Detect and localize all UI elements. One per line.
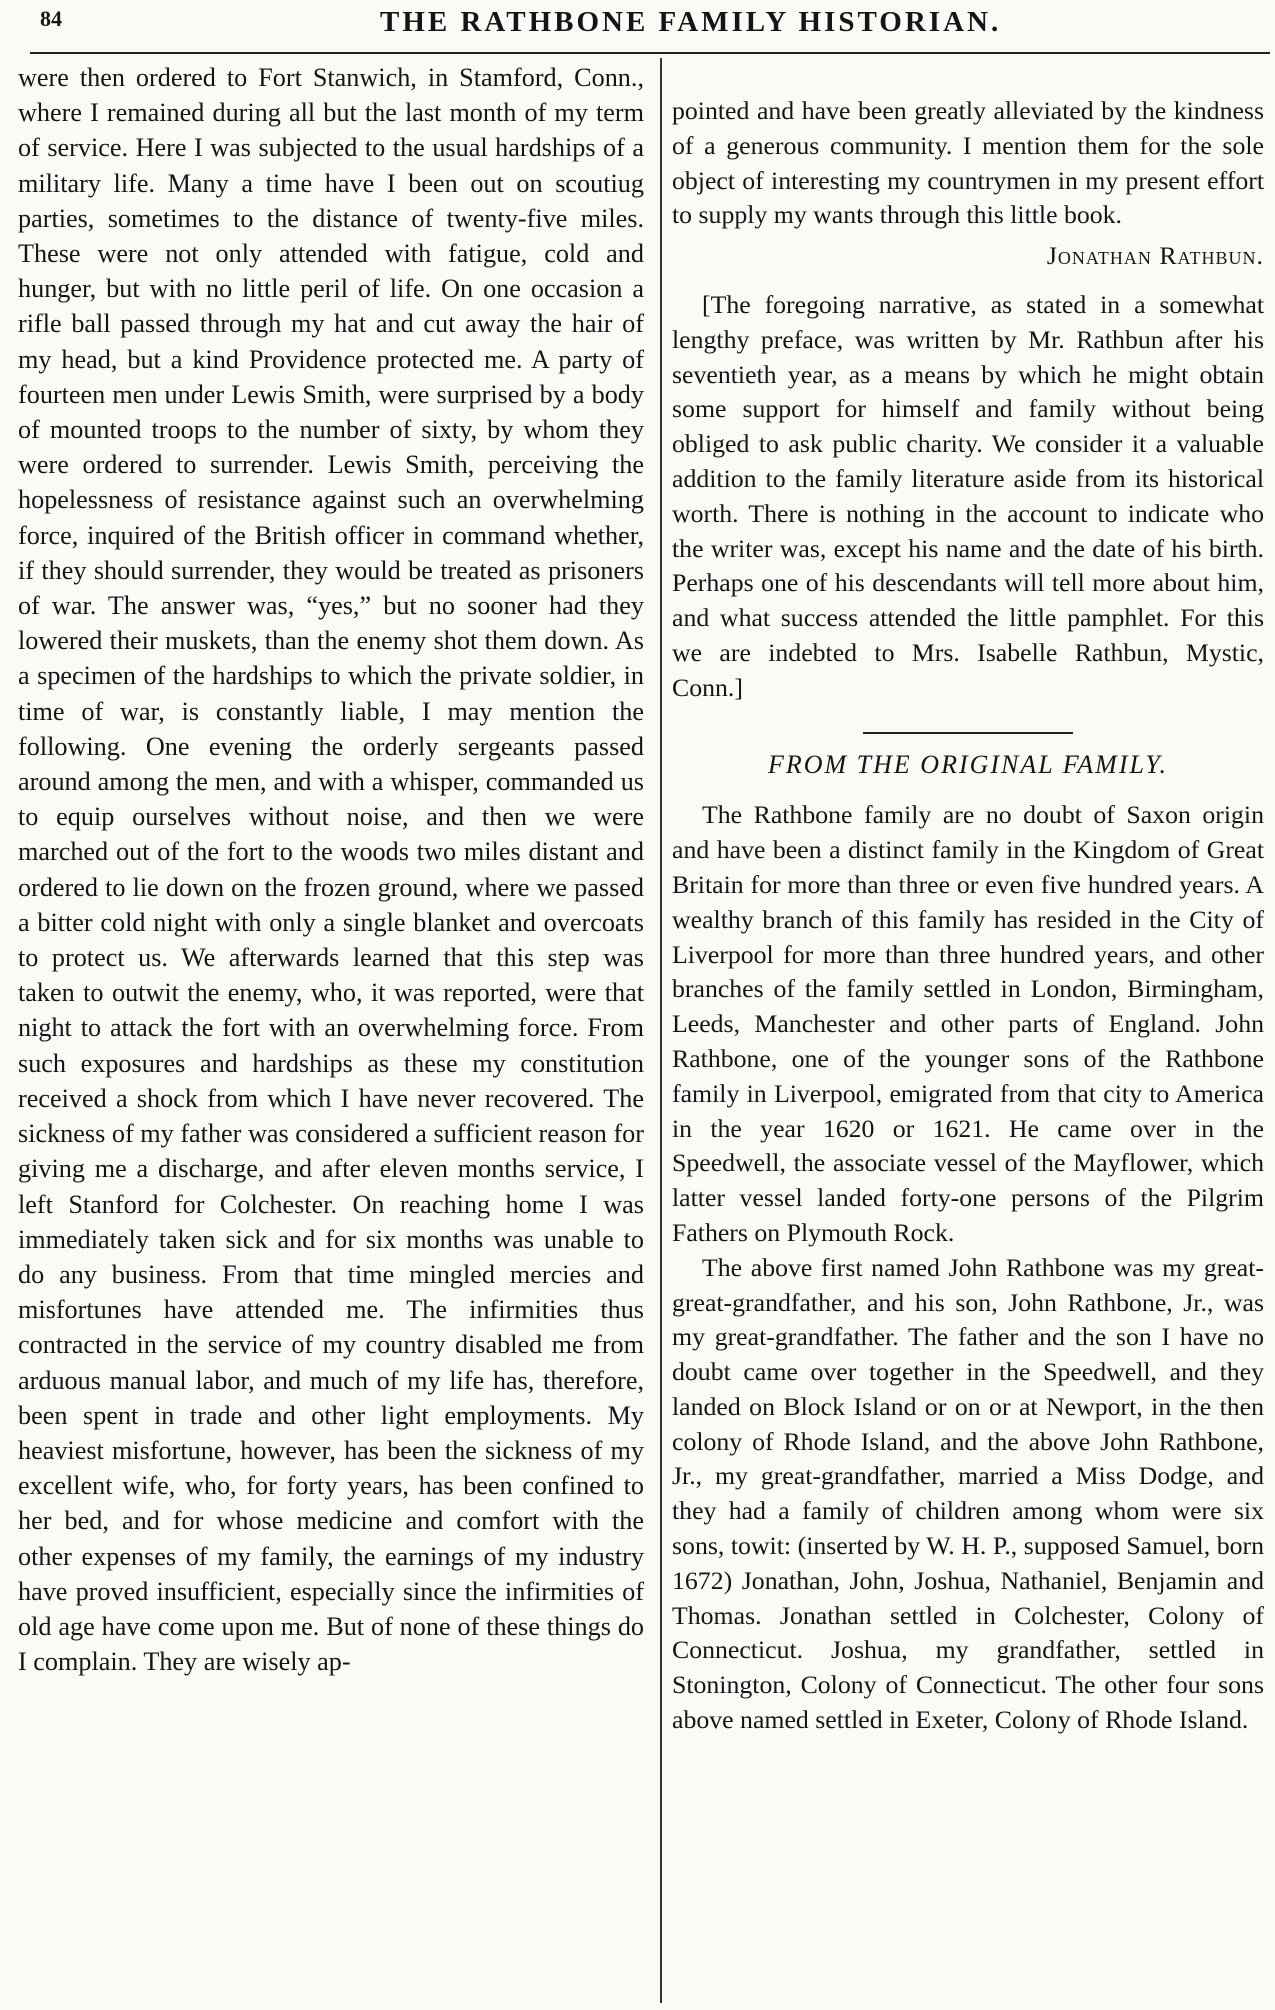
- header-rule: [30, 52, 1270, 54]
- editor-note: [The foregoing narrative, as stated in a somewhat lengthy preface, was written by Mr. Rathbun after his seventieth year, as a means by which he might obtain some support for himself and family without being obliged to ask public charity. We consider it a valuable addition to the family literature aside from its historical worth. There is nothing in the account to indicate who the writer was, except his name and the date of his birth. Perhaps one of his descendants will tell more about him, and what success attended the little pamphlet. For this we are indebted to Mrs. Isabelle Rathbun, Mystic, Conn.]: [672, 289, 1264, 702]
- page-number: 84: [40, 6, 62, 31]
- right-column: [672, 94, 1264, 1738]
- body-paragraph-1: The Rathbone family are no doubt of Saxon origin and have been a distinct family in the Kingdom of Great Britain for more than three or even five hundred years. A wealthy branch of this family has resided in the City of Liverpool for more than three hundred years, and other branches of the family settled in London, Birmingham, Leeds, Manchester and other parts of England. John Rathbone, one of the younger sons of the Rathbone family in Liverpool, emigrated from that city to America in the year 1620 or 1621. He came over in the Speedwell, the associate vessel of the Mayflower, which latter vessel landed forty-one persons of the Pilgrim Fathers on Plymouth Rock.: [672, 800, 1264, 1247]
- narrative-continuation: pointed and have been greatly alleviated by the kindness of a generous community. I mention them for the sole object of interesting my countrymen in my present effort to supply my wants through this little book.: [672, 96, 1264, 230]
- section-rule: [863, 732, 1073, 734]
- author-signature: Jonathan Rathbun.: [1046, 241, 1264, 271]
- running-title: THE RATHBONE FAMILY HISTORIAN.: [380, 6, 1002, 38]
- left-column: [18, 60, 644, 1679]
- narrative-paragraph: were then ordered to Fort Stanwich, in Stamford, Conn., where I remained during all but the last month of my term of service. Here I was subjected to the usual hardships of a military life. Many a time have I been out on scoutiug parties, sometimes to the distance of twenty-five miles. These were not only attended with fatigue, cold and hunger, but with no little peril of life. On one occasion a rifle ball passed through my hat and cut away the hair of my head, but a kind Providence protected me. A party of fourteen men under Lewis Smith, were surprised by a body of mounted troops to the number of sixty, by whom they were ordered to surrender. Lewis Smith, perceiving the hopelessness of resistance against such an overwhelming force, inquired of the British officer in command whether, if they should surrender, they would be treated as prisoners of war. The answer was, “yes,” but no sooner had they lowered their muskets, than the enemy shot them down. As a specimen of the hardships to which the private soldier, in time of war, is constantly liable, I may mention the following. One evening the orderly sergeants passed around among the men, and with a whisper, commanded us to equip ourselves without noise, and then we were marched out of the fort to the woods two miles distant and ordered to lie down on the frozen ground, where we passed a bitter cold night with only a single blanket and overcoats to protect us. We afterwards learned that this step was taken to outwit the enemy, who, it was reported, were that night to attack the fort with an overwhelming force. From such exposures and hardships as these my constitution received a shock from which I have never recovered. The sickness of my father was considered a sufficient reason for giving me a discharge, and after eleven months service, I left Stanford for Colchester. On reaching home I was immediately taken sick and for six months was unable to do any business. From that time mingled mercies and misfortunes have attended me. The infirmities thus contracted in the service of my country disabled me from arduous manual labor, and much of my life has, therefore, been spent in trade and other light employments. My heaviest misfortune, however, has been the sickness of my excellent wife, who, for forty years, has been confined to her bed, and for whose medicine and comfort with the other expenses of my family, the earnings of my industry have proved insufficient, especially since the infirmities of old age have come upon me. But of none of these things do I complain. They are wisely ap-: [18, 63, 644, 1677]
- body-paragraph-2: The above first named John Rathbone was my great-great-grandfather, and his son, John Rathbone, Jr., was my great-grandfather. The father and the son I have no doubt came over together in the Speedwell, and they landed on Block Island or on or at Newport, in the then colony of Rhode Island, and the above John Rathbone, Jr., my great-grandfather, married a Miss Dodge, and they had a family of children among whom were six sons, towit: (inserted by W. H. P., supposed Samuel, born 1672) Jonathan, John, Joshua, Nathaniel, Benjamin and Thomas. Jonathan settled in Colchester, Colony of Connecticut. Joshua, my grandfather, settled in Stonington, Colony of Connecticut. The other four sons above named settled in Exeter, Colony of Rhode Island.: [672, 1252, 1264, 1735]
- column-divider: [660, 58, 662, 2003]
- section-heading: FROM THE ORIGINAL FAMILY.: [767, 749, 1169, 779]
